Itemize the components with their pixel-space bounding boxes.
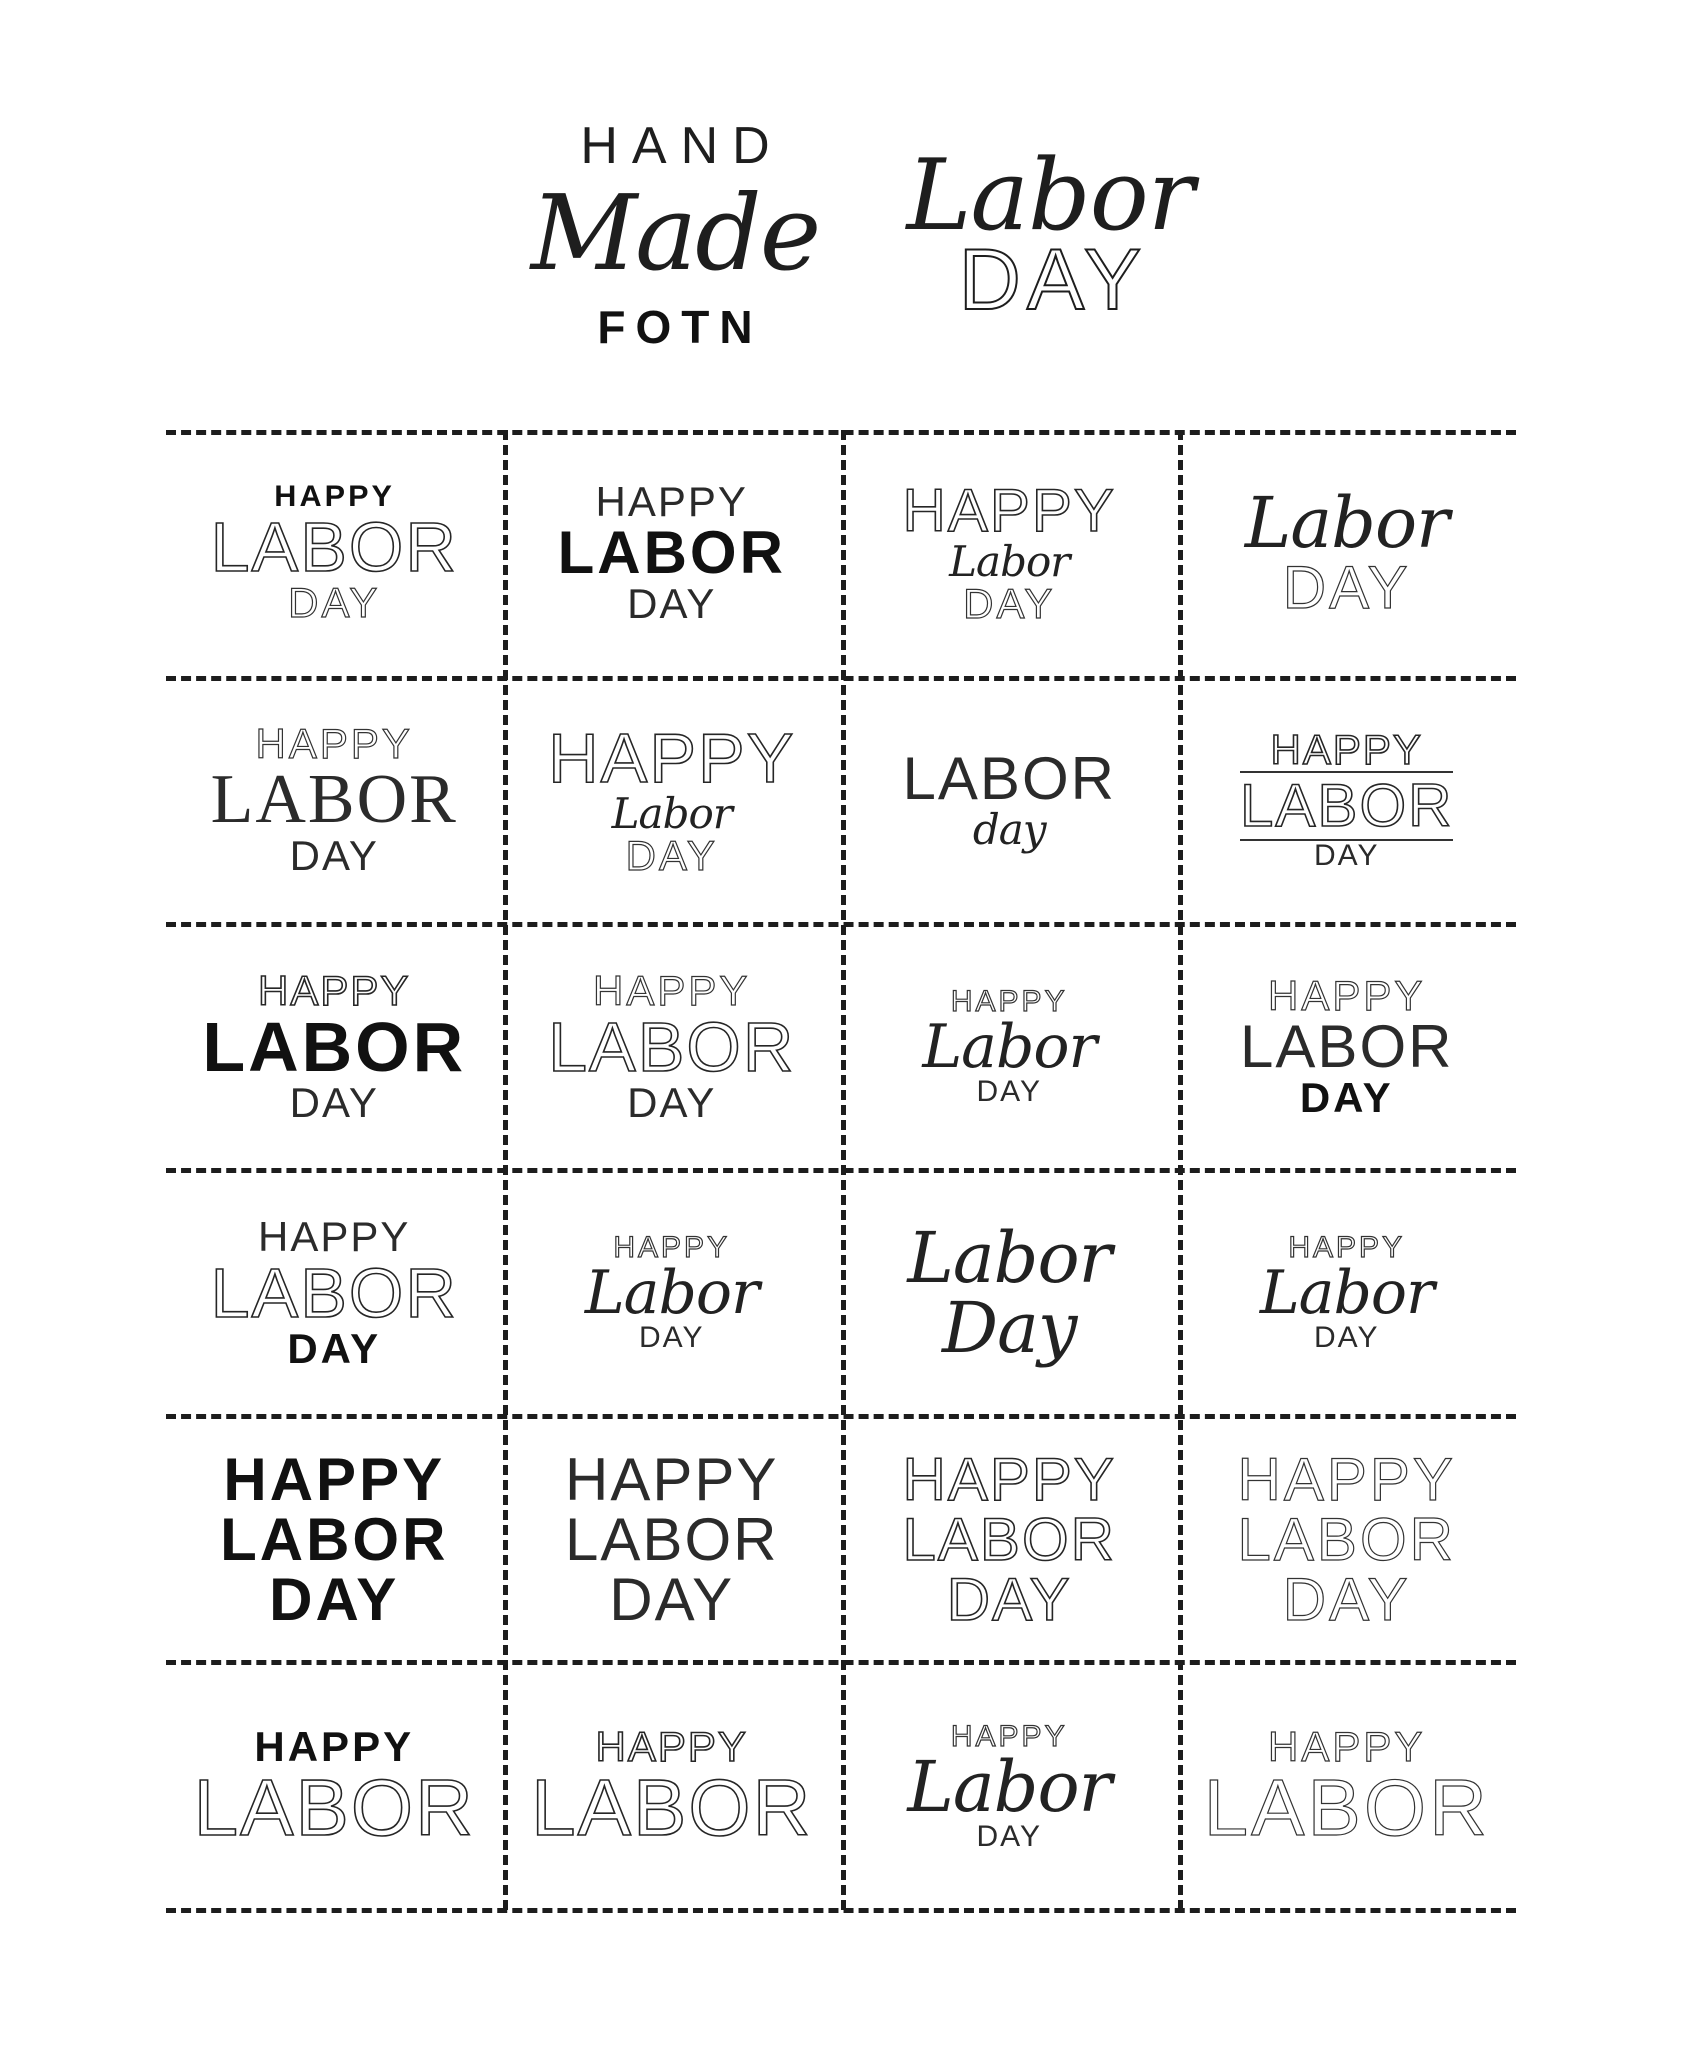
sample-line-2: day — [972, 804, 1046, 854]
sample-line-1: HAPPY — [593, 966, 751, 1014]
sample-line-1: HAPPY — [258, 966, 411, 1014]
sample-line-1: HAPPY — [255, 719, 413, 767]
sample-line-2: LABOR — [202, 1007, 467, 1086]
sample-line-3: DAY — [289, 1078, 379, 1126]
lettering-sample[interactable] — [503, 1663, 841, 1910]
sample-line-2: LABOR — [210, 508, 458, 587]
sample-line-2: LABOR — [557, 519, 786, 587]
handmade-title-line-fotn: FOTN — [597, 300, 763, 353]
sample-line-1: HAPPY — [1268, 1722, 1426, 1770]
labor-day-title — [890, 139, 1210, 329]
sample-line-1: HAPPY — [595, 1722, 748, 1770]
sample-line-1: HAPPY — [258, 1213, 411, 1261]
lettering-sample[interactable] — [841, 1170, 1179, 1417]
lettering-sample[interactable] — [166, 677, 504, 924]
sample-line-3: DAY — [946, 1565, 1072, 1633]
sample-line-3: DAY — [976, 1819, 1042, 1853]
sample-line-3: DAY — [1314, 1321, 1380, 1355]
sample-line-1: HAPPY — [1237, 1445, 1456, 1513]
sample-line-3: DAY — [976, 1074, 1042, 1108]
lettering-sample[interactable] — [166, 1417, 504, 1664]
sample-line-1: HAPPY — [902, 1445, 1116, 1513]
sample-line-2: LABOR — [548, 1007, 796, 1086]
sample-line-1: HAPPY — [548, 718, 796, 797]
lettering-sample[interactable] — [503, 430, 841, 677]
sample-line-1: Labor — [907, 1217, 1112, 1300]
sample-line-3: DAY — [288, 579, 381, 627]
sample-line-2: LABOR — [220, 1505, 449, 1573]
lettering-sample[interactable] — [1178, 430, 1516, 677]
lettering-sample[interactable] — [1178, 677, 1516, 924]
sample-line-2: LABOR — [565, 1505, 779, 1573]
sample-line-3: DAY — [289, 831, 379, 879]
sample-line-3: DAY — [627, 580, 717, 628]
lettering-sample[interactable] — [1178, 1170, 1516, 1417]
handmade-title-line-hand: HAND — [580, 117, 784, 175]
lettering-sample[interactable] — [841, 923, 1179, 1170]
lettering-sample[interactable] — [841, 1417, 1179, 1664]
sample-line-1: HAPPY — [595, 478, 748, 526]
sample-line-1: HAPPY — [950, 984, 1068, 1018]
sample-line-2: Day — [942, 1287, 1077, 1370]
handmade-font-title — [505, 117, 845, 354]
lettering-sample[interactable] — [166, 1663, 504, 1910]
labor-day-title-script: Labor — [906, 139, 1194, 253]
lettering-sample[interactable] — [1178, 1663, 1516, 1910]
sample-line-2: LABOR — [902, 1505, 1116, 1573]
sample-line-1: HAPPY — [565, 1445, 779, 1513]
sample-line-1: HAPPY — [254, 1722, 415, 1770]
sample-line-1: HAPPY — [273, 480, 395, 514]
sample-line-1: LABOR — [902, 744, 1116, 812]
sample-line-1: HAPPY — [1268, 971, 1426, 1019]
lettering-sample[interactable] — [166, 1170, 504, 1417]
lettering-sample[interactable] — [503, 923, 841, 1170]
sample-line-2: LABOR — [210, 1254, 458, 1333]
sample-line-3: DAY — [627, 1078, 717, 1126]
lettering-sample-grid — [166, 430, 1516, 1910]
sample-line-1: Labor — [1244, 482, 1449, 565]
sample-line-2: LABOR — [210, 760, 458, 838]
sample-line-2: Labor — [1259, 1258, 1434, 1329]
sample-line-1: HAPPY — [950, 1719, 1068, 1753]
lettering-sample[interactable] — [1178, 923, 1516, 1170]
sample-line-3: DAY — [963, 580, 1056, 628]
lettering-sample[interactable] — [503, 1417, 841, 1664]
sample-line-3: DAY — [625, 831, 718, 879]
header — [0, 0, 1681, 430]
sample-line-2: LABOR — [1237, 1505, 1456, 1573]
lettering-sample[interactable] — [841, 1663, 1179, 1910]
sample-line-3: DAY — [1282, 1565, 1411, 1633]
sample-line-2: LABOR — [1240, 771, 1454, 839]
sample-line-2: LABOR — [193, 1762, 475, 1852]
sample-line-2: LABOR — [1203, 1762, 1490, 1852]
lettering-sample[interactable] — [503, 1170, 841, 1417]
lettering-sample[interactable] — [841, 430, 1179, 677]
sample-line-2: LABOR — [1240, 1012, 1454, 1080]
lettering-sample[interactable] — [166, 430, 504, 677]
sample-line-2: Labor — [584, 1258, 759, 1329]
sample-line-2: LABOR — [531, 1762, 813, 1852]
sample-line-3: DAY — [639, 1321, 705, 1355]
sample-line-2: Labor — [907, 1745, 1112, 1828]
handmade-title-line-made: Made — [530, 172, 820, 294]
lettering-sample[interactable] — [503, 677, 841, 924]
sample-line-1: HAPPY — [902, 477, 1116, 545]
sample-line-2: Labor — [922, 1011, 1097, 1082]
sample-line-1: HAPPY — [1288, 1231, 1406, 1265]
sample-line-3: DAY — [609, 1565, 735, 1633]
sample-line-1: HAPPY — [1270, 725, 1423, 773]
lettering-sample[interactable] — [841, 677, 1179, 924]
sample-line-3: DAY — [269, 1565, 400, 1633]
sample-line-2: DAY — [1282, 554, 1411, 622]
sample-line-1: HAPPY — [613, 1231, 731, 1265]
lettering-sample[interactable] — [166, 923, 504, 1170]
sample-line-3: DAY — [1299, 1073, 1394, 1121]
sample-line-2: Labor — [949, 537, 1070, 587]
lettering-sample[interactable] — [1178, 1417, 1516, 1664]
sample-line-3: DAY — [287, 1325, 382, 1373]
sample-line-3: DAY — [1314, 838, 1380, 872]
labor-day-title-outline: DAY — [958, 232, 1148, 329]
sample-line-1: HAPPY — [223, 1445, 446, 1513]
sample-line-2: Labor — [611, 788, 732, 838]
